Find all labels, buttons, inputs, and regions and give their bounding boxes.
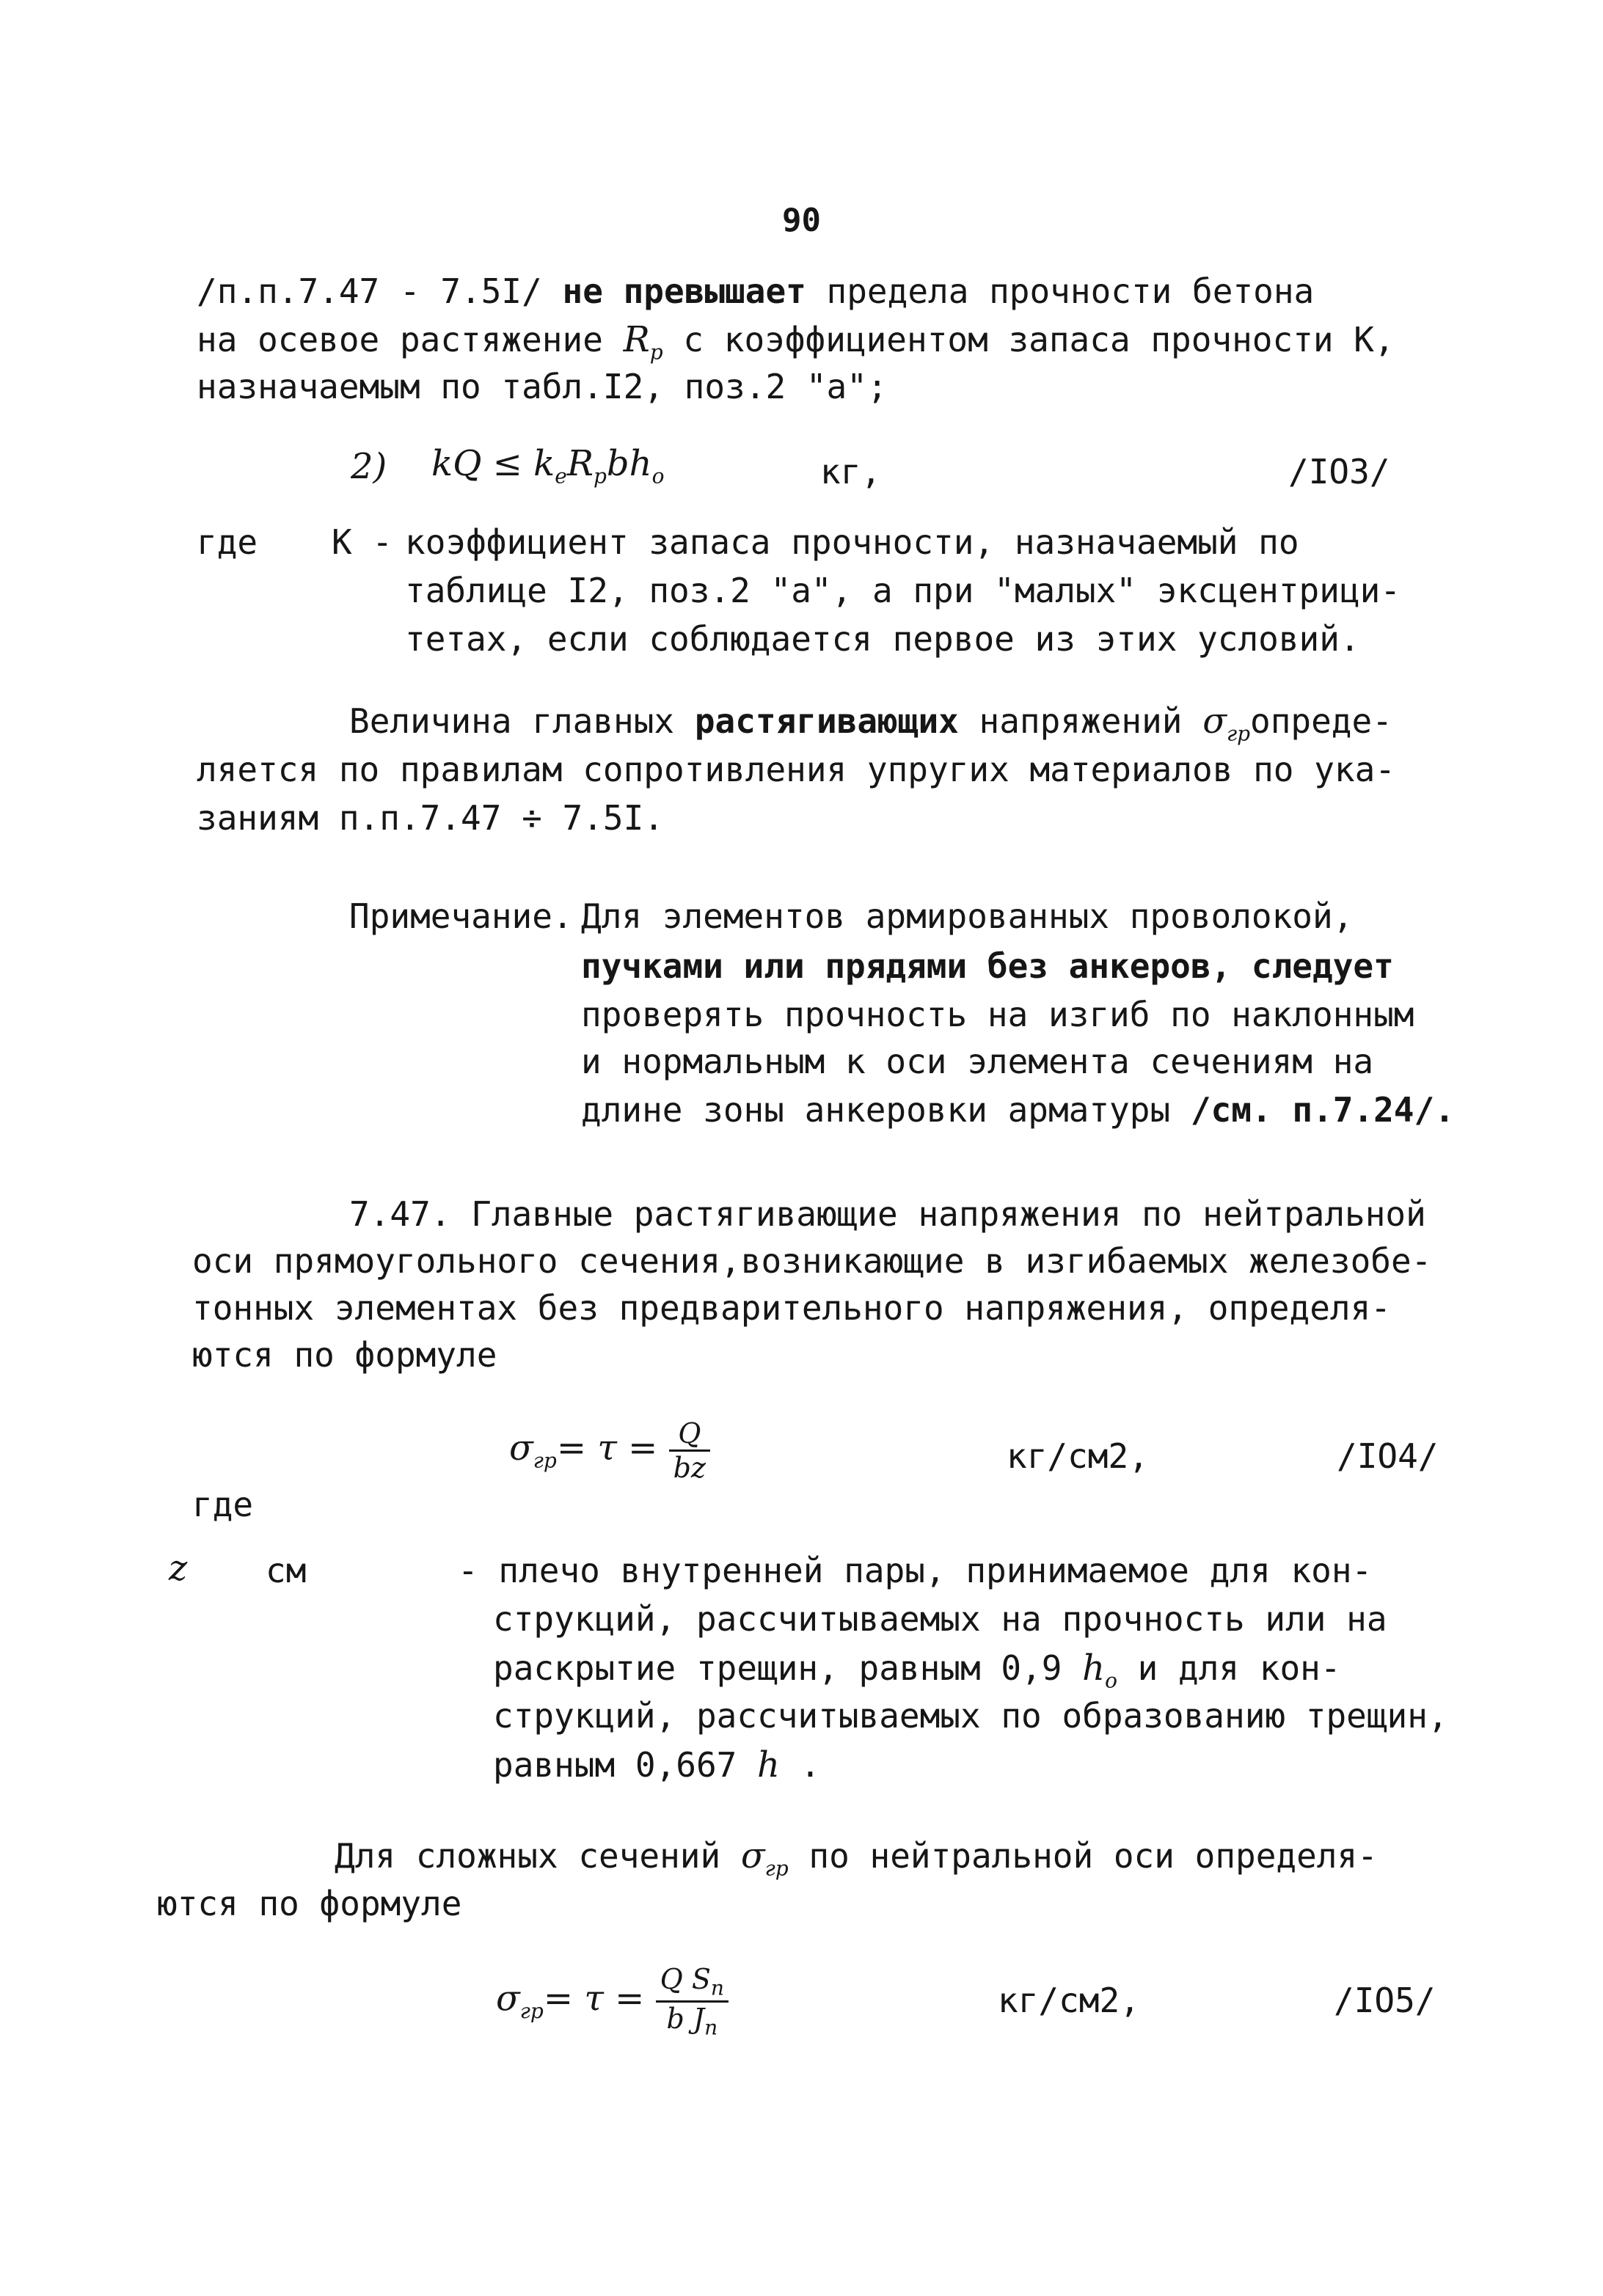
note-line-4: и нормальным к оси элемента сечениям на [581,1042,1374,1081]
symbol-sigma-gr: $\sigma_{гр}$ [1202,701,1251,746]
note-reference: /см. п.7.24/. [1190,1090,1455,1130]
where-1-line-1: коэффициент запаса прочности, назначаемый по [405,522,1299,562]
note-line-1: Для элементов армированных проволокой, [581,896,1354,936]
formula-104-fraction: $\frac{Q}{bz}$ [669,1417,710,1484]
where-2-line-4: струкций, рассчитываемых по образованию трещин, [493,1696,1448,1736]
intro-text: на осевое растяжение [197,320,624,359]
formula-105-expression: $\sigma_{гр}= \tau$ = $\frac{Q S_n}{b J_n}$ [496,1963,729,2039]
formula-104-unit: кг/см2, [1007,1436,1149,1476]
para1-line-3: заниям п.п.7.47 ÷ 7.5I. [197,798,664,838]
symbol-rp: $R_р$ [623,319,663,365]
para2-line-3: тонных элементах без предварительного напряжения, определя- [192,1288,1391,1328]
formula-103-expression: kQ ≤ $k_eR_pbh_o$ [431,443,665,489]
page-number: 90 [782,202,821,239]
para2-line-2: оси прямоугольного сечения,возникающие в изгибаемых железобе- [192,1241,1432,1281]
para1-line-2: ляется по правилам сопротивления упругих материалов по ука- [197,750,1395,789]
where-2-line-5: равным 0,667 h . [493,1744,821,1785]
where-symbol-k: К - [332,522,393,562]
note-line-3: проверять прочность на изгиб по наклонным [581,995,1414,1034]
formula-103-number: /IO3/ [1288,452,1390,491]
where-label-1: где [197,522,258,562]
where-2-line-2: струкций, рассчитываемых на прочность или на [493,1599,1387,1639]
formula-105-number: /IO5/ [1334,1981,1436,2020]
para1-line-1: Величина главных растягивающих напряжений $\sigma_{гр}опреде-$ [349,701,1392,746]
symbol-sigma-gr-2: $\sigma_{гр}$ [740,1835,789,1881]
intro-bold: не превышает [562,271,806,311]
para2-line-1: 7.47. Главные растягивающие напряжения по нейтральной [349,1194,1426,1234]
symbol-h0: $h_o$ [1082,1648,1117,1693]
where-unit-cm: см [266,1551,307,1590]
where-2-line-1: - плечо внутренней пары, принимаемое для кон- [458,1551,1373,1590]
where-2-line-3: раскрытие трещин, равным 0,9 $h_o$ и для кон- [493,1648,1341,1693]
para3-line-2: ются по формуле [157,1884,462,1923]
note-label: Примечание. [349,896,573,936]
para3-line-1: Для сложных сечений $\sigma_{гр}$ по нейтральной оси определя- [335,1835,1378,1881]
formula-105-unit: кг/см2, [998,1981,1140,2020]
where-1-line-3: тетах, если соблюдается первое из этих условий. [405,619,1360,659]
note-line-2: пучками или прядями без анкеров, следует [581,946,1394,986]
intro-text: с коэффициентом запаса прочности К, [662,320,1395,359]
formula-105-fraction: $\frac{Q S_n}{b J_n}$ [656,1963,729,2039]
intro-text: предела прочности бетона [806,271,1315,311]
intro-line-1 [197,271,1314,311]
formula-103-unit: кг, [820,452,882,491]
para2-line-4: ются по формуле [192,1335,497,1375]
intro-line-3: назначаемым по табл.I2, поз.2 "а"; [197,367,888,406]
intro-line-2 [197,319,1395,365]
intro-text: /п.п.7.47 - 7.5I/ [197,271,563,311]
where-label-2: где [192,1485,254,1524]
formula-103-label: 2) [351,446,387,487]
formula-104-expression: $\sigma_{гр}= \tau$ = $\frac{Q}{bz}$ [509,1417,710,1484]
where-symbol-z: z [169,1548,188,1589]
where-1-line-2: таблице I2, поз.2 "а", а при "малых" эксцентрици- [405,571,1401,610]
symbol-h: h [757,1744,780,1785]
note-line-5: длине зоны анкеровки арматуры /см. п.7.24/. [581,1090,1455,1130]
formula-104-number: /IO4/ [1337,1436,1439,1476]
para1-bold: растягивающих [694,701,959,741]
